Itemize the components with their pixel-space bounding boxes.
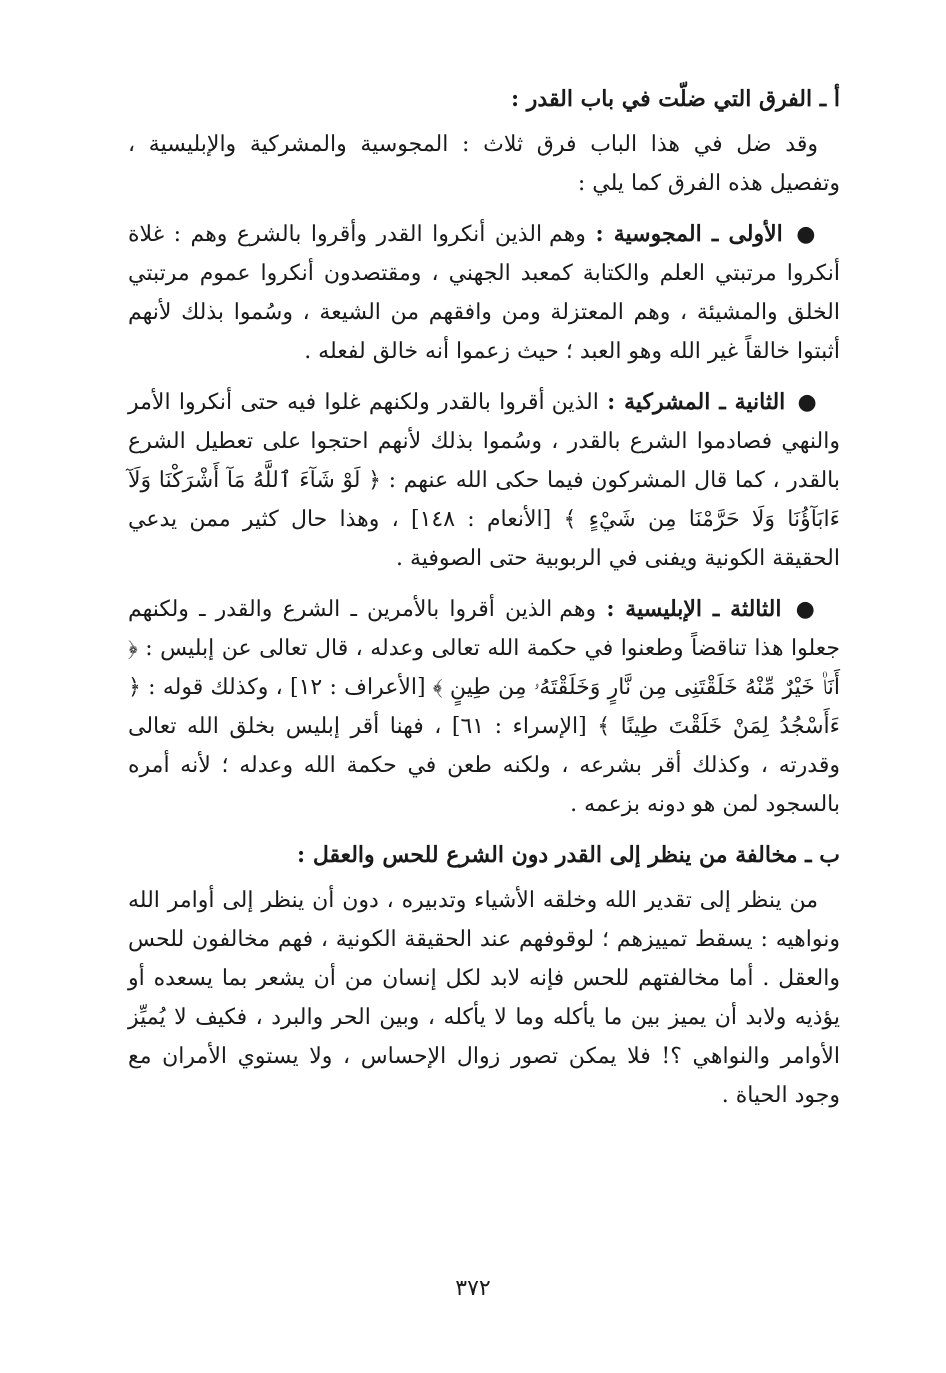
quran-verse: ﴿ لَوْ شَآءَ ٱللَّهُ مَآ أَشْرَكْنَا وَلَآ ءَابَآؤُنَا وَلَا حَرَّمْنَا مِن شَيْءٍ ﴾: [128, 468, 841, 532]
quran-verse: ﴿ ءَأَسْجُدُ لِمَنْ خَلَقْتَ طِينًا ﴾: [128, 675, 841, 739]
third-sect-title: الثالثة ـ الإبليسية :: [606, 596, 782, 622]
paragraph-first-sect: [128, 215, 840, 371]
section-b-heading: ب ـ مخالفة من ينظر إلى القدر دون الشرع للحس والعقل :: [297, 842, 840, 868]
verse-reference: [الأعراف : ١٢]: [289, 675, 426, 700]
third-sect-text-after: ، فهنا أقر إبليس بخلق الله تعالى وقدرته ، وكذلك أقر بشرعه ، ولكنه طعن في حكمة الله وعدله ؛ لأنه أمره بالسجود لمن هو دونه بزعمه .: [128, 714, 840, 817]
section-b-text: من ينظر إلى تقدير الله وخلقه الأشياء وتدبيره ، دون أن ينظر إلى أوامر الله ونواهيه : يسقط تمييزهم ؛ لوقوفهم عند الحقيقة الكونية ، فهم مخالفون للحس والعقل . أما مخالفتهم للحس فإنه لابد لكل إنسان من أن يشعر بما يسعده أو يؤذيه ولابد أن يميز بين ما يأكله وما لا يأكله ، وبين الحر والبرد ، فكيف لا يُميِّز الأوامر والنواهي ؟! فلا يمكن تصور زوال الإحساس ، ولا يستوي الأمران مع وجود الحياة .: [128, 888, 840, 1108]
section-a-intro: وقد ضل في هذا الباب فرق ثلاث : المجوسية والمشركية والإبليسية ، وتفصيل هذه الفرق كما يلي :: [128, 132, 840, 196]
third-sect-text-mid: ، وكذلك قوله :: [148, 675, 283, 700]
bullet-icon: ●: [797, 389, 818, 415]
page-body: [128, 80, 840, 1115]
bullet-icon: ●: [796, 221, 818, 247]
verse-reference: [الأنعام : ١٤٨]: [411, 507, 552, 532]
first-sect-text: وهم الذين أنكروا القدر وأقروا بالشرع وهم : غلاة أنكروا مرتبتي العلم والكتابة كمعبد الجهني ، ومقتصدون أنكروا عموم مرتبتي الخلق والمشيئة ، وهم المعتزلة ومن وافقهم من الشيعة ، وسُموا بذلك لأنهم أثبتوا خالقاً غير الله وهو العبد ؛ حيث زعموا أنه خالق لفعله .: [128, 222, 840, 364]
paragraph-second-sect: [128, 383, 840, 578]
second-sect-text-before: الذين أقروا بالقدر ولكنهم غلوا فيه حتى أنكروا الأمر والنهي فصادموا الشرع بالقدر ، وسُموا بذلك لأنهم احتجوا على تعطيل الشرع بالقدر ، كما قال المشركون فيما حكى الله عنهم :: [128, 390, 841, 493]
third-sect-text-before: وهم الذين أقروا بالأمرين ـ الشرع والقدر ـ ولكنهم جعلوا هذا تناقضاً وطعنوا في حكمة الله تعالى وعدله ، قال تعالى عن إبليس :: [128, 597, 841, 661]
second-sect-title: الثانية ـ المشركية :: [607, 389, 786, 415]
first-sect-title: الأولى ـ المجوسية :: [595, 221, 783, 247]
second-sect-text-after: ، وهذا حال كثير ممن يدعي الحقيقة الكونية ويفنى في الربوبية حتى الصوفية .: [128, 507, 840, 571]
section-a-heading: أ ـ الفرق التي ضلّت في باب القدر :: [511, 86, 840, 112]
paragraph-third-sect: [128, 590, 840, 824]
verse-reference: [الإسراء : ٦١]: [451, 714, 587, 739]
quran-verse: ﴿ أَنَا۠ خَيْرٌ مِّنْهُ خَلَقْتَنِى مِن نَّارٍ وَخَلَقْتَهُۥ مِن طِينٍ ﴾: [128, 636, 840, 700]
page-number: ٣٧٢: [455, 1276, 491, 1301]
bullet-icon: ●: [795, 596, 818, 622]
